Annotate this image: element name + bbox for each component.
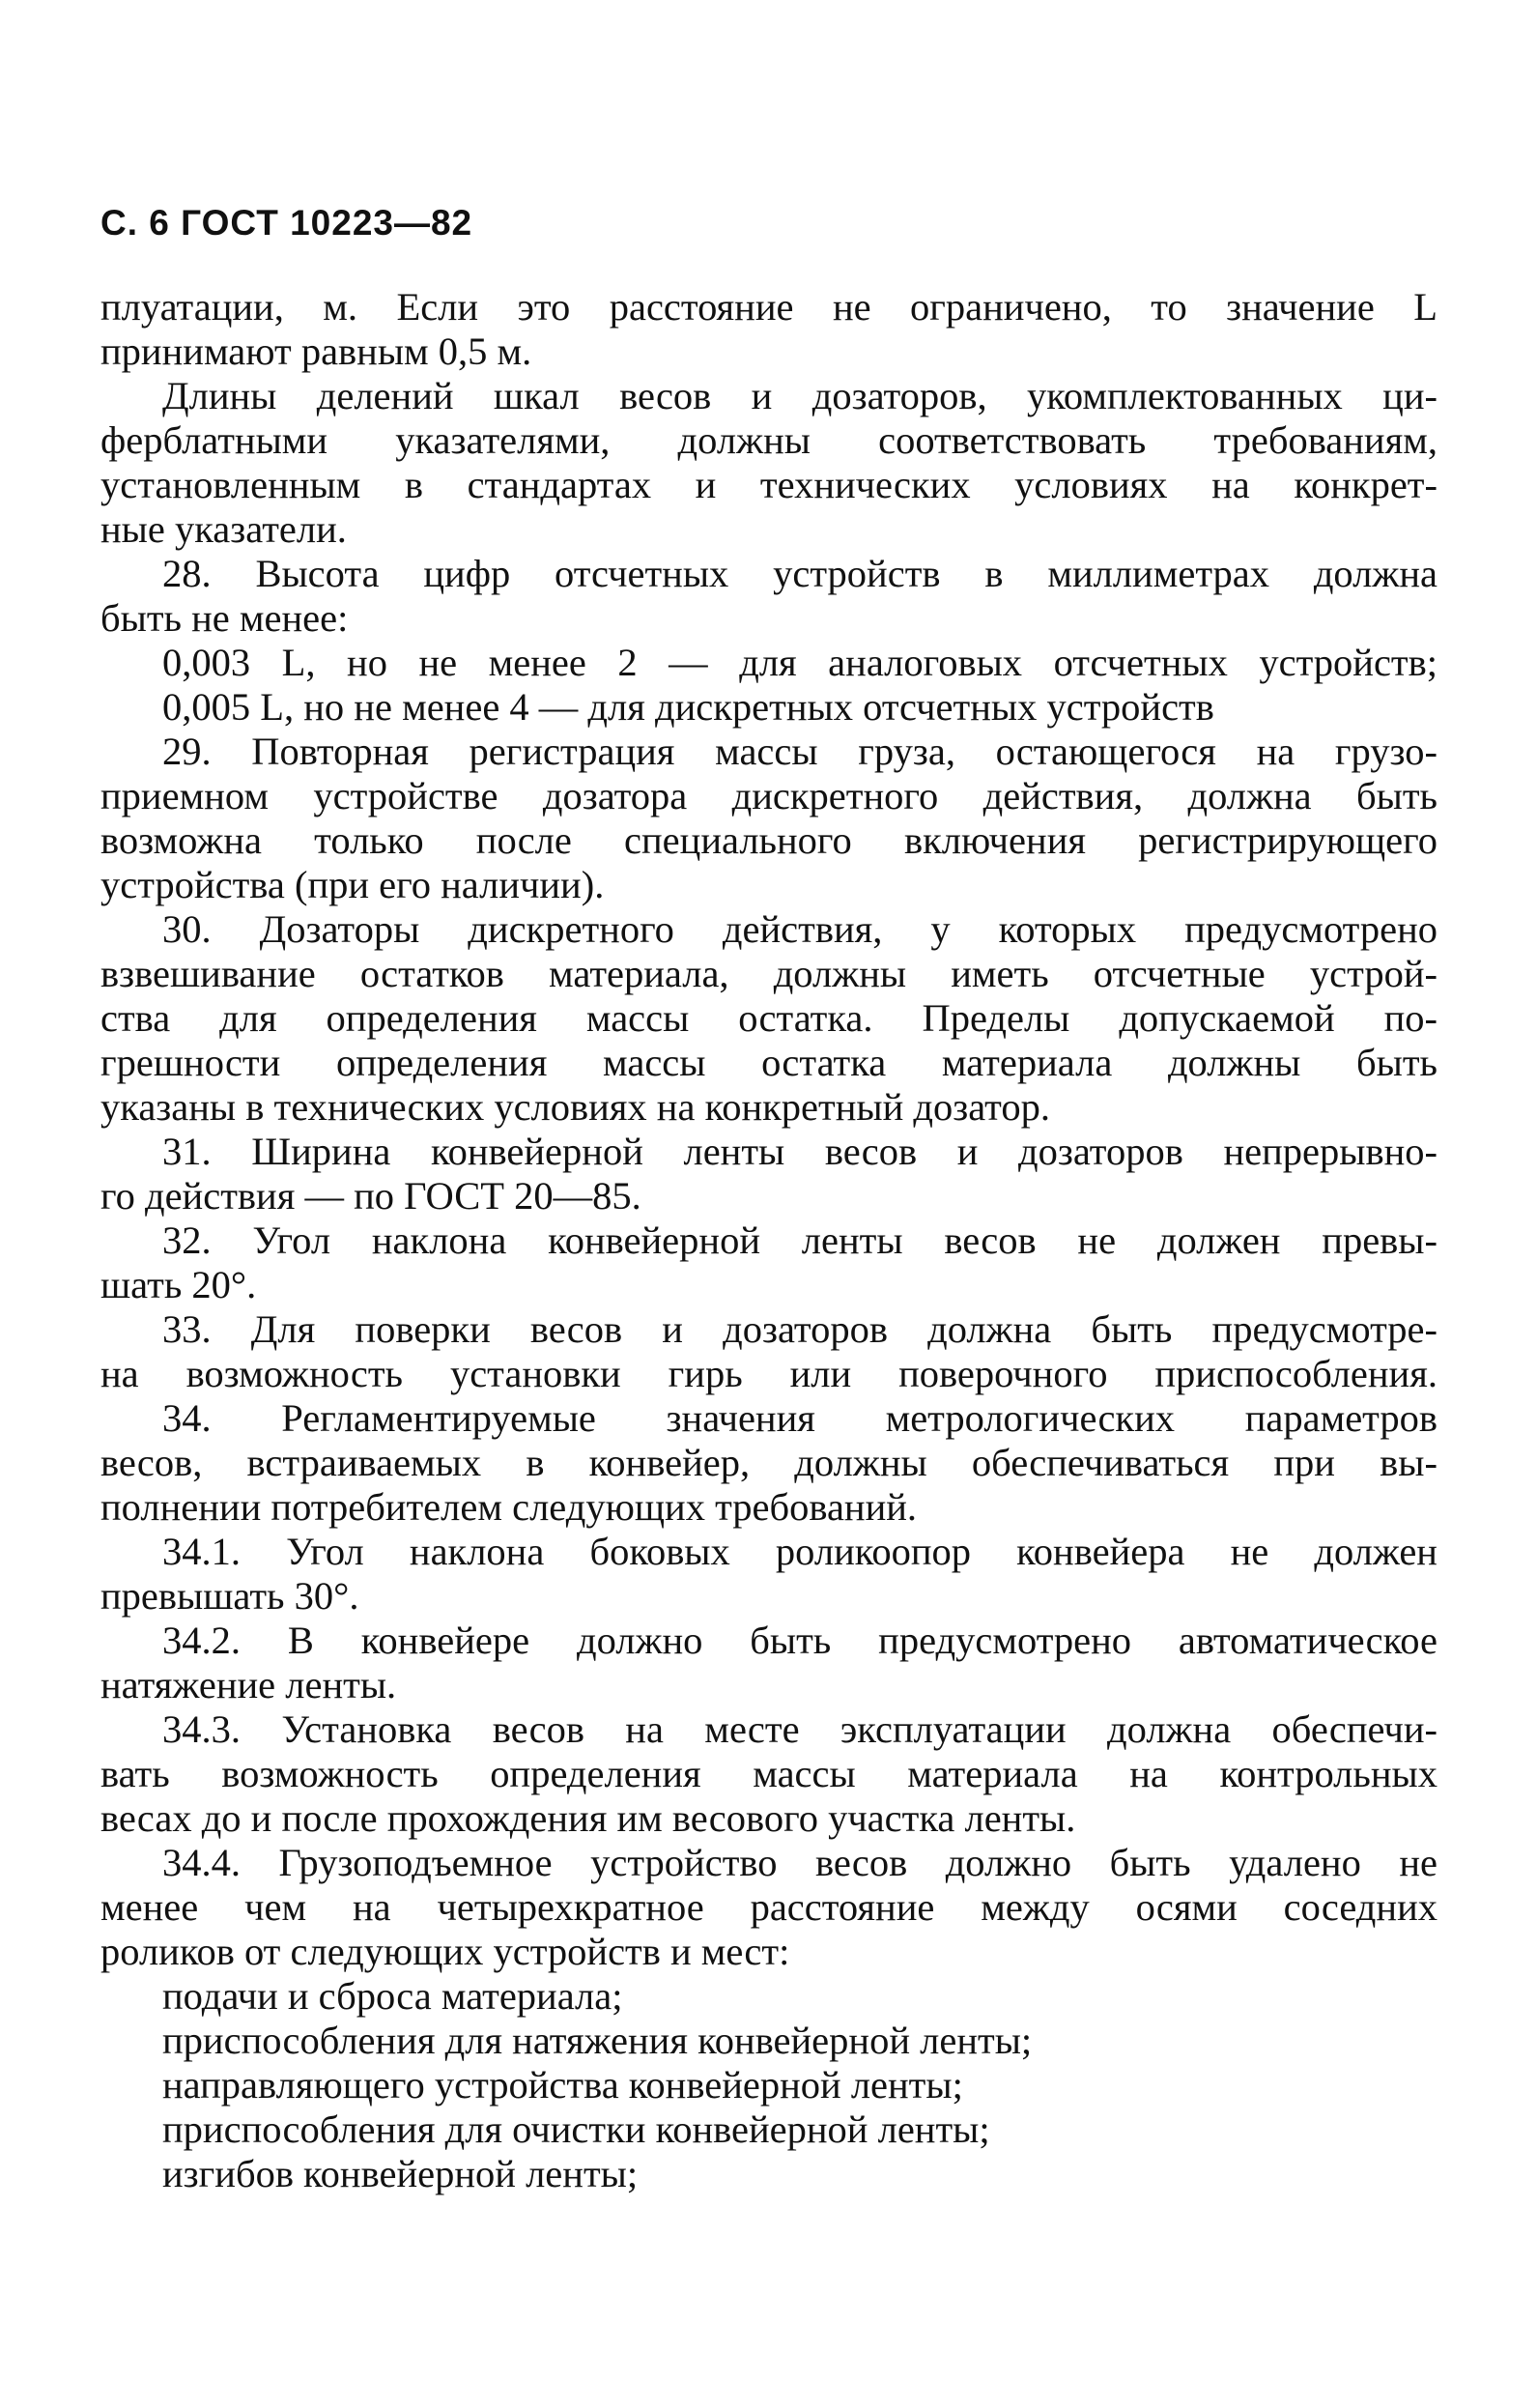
text-line: Длины делений шкал весов и дозаторов, укомплектованных ци- [162,374,1437,417]
text-line: го действия — по ГОСТ 20—85. [100,1174,641,1218]
text-line: превышать 30°. [100,1574,359,1618]
text-line: вать возможность определения массы материала на контрольных [100,1752,1437,1795]
text-line: взвешивание остатков материала, должны иметь отсчетные устрой- [100,952,1437,995]
text-line: приспособления для натяжения конвейерной ленты; [162,2019,1033,2062]
page-header: С. 6 ГОСТ 10223—82 [100,203,473,243]
text-line: изгибов конвейерной ленты; [162,2152,639,2195]
text-line: ные указатели. [100,507,347,551]
text-line: приспособления для очистки конвейерной ленты; [162,2107,990,2151]
text-line: приемном устройстве дозатора дискретного действия, должна быть [100,774,1437,817]
text-line: указаны в технических условиях на конкретный дозатор. [100,1085,1050,1129]
text-line: 31. Ширина конвейерной ленты весов и дозаторов непрерывно- [162,1130,1437,1173]
text-line: подачи и сброса материала; [162,1974,623,2018]
text-line: 30. Дозаторы дискретного действия, у которых предусмотрено [162,907,1437,951]
text-line: направляющего устройства конвейерной ленты; [162,2063,963,2107]
text-line: возможна только после специального включения регистрирующего [100,818,1437,862]
text-line: 34.1. Угол наклона боковых роликоопор конвейера не должен [162,1530,1437,1573]
text-line: шать 20°. [100,1263,257,1306]
text-line: весах до и после прохождения им весового участка ленты. [100,1796,1076,1840]
text-line: 28. Высота цифр отсчетных устройств в миллиметрах должна [162,552,1437,595]
text-line: устройства (при его наличии). [100,863,605,906]
text-line: 0,003 L, но не менее 2 — для аналоговых отсчетных устройств; [162,641,1437,684]
text-line: 34.4. Грузоподъемное устройство весов должно быть удалено не [162,1841,1437,1884]
text-line: ства для определения массы остатка. Пределы допускаемой по- [100,996,1437,1040]
text-line: 34.3. Установка весов на месте эксплуатации должна обеспечи- [162,1707,1437,1751]
text-line: 34.2. В конвейере должно быть предусмотрено автоматическое [162,1619,1437,1662]
text-line: 34. Регламентируемые значения метрологических параметров [162,1396,1437,1440]
text-line: менее чем на четырехкратное расстояние между осями соседних [100,1885,1437,1929]
text-line: принимают равным 0,5 м. [100,330,532,373]
text-line: на возможность установки гирь или поверочного приспособления. [100,1352,1437,1395]
text-line: 29. Повторная регистрация массы груза, остающегося на грузо- [162,730,1437,773]
text-line: весов, встраиваемых в конвейер, должны обеспечиваться при вы- [100,1441,1437,1484]
text-line: грешности определения массы остатка материала должны быть [100,1041,1437,1084]
text-line: 0,005 L, но не менее 4 — для дискретных отсчетных устройств [162,685,1214,729]
text-line: 33. Для поверки весов и дозаторов должна быть предусмотре- [162,1307,1437,1351]
text-line: установленным в стандартах и технических условиях на конкрет- [100,463,1437,506]
text-line: плуатации, м. Если это расстояние не ограничено, то значение L [100,285,1437,329]
text-line: натяжение ленты. [100,1663,397,1706]
text-line: роликов от следующих устройств и мест: [100,1930,790,1973]
text-line: полнении потребителем следующих требований. [100,1485,918,1529]
text-line: ферблатными указателями, должны соответствовать требованиям, [100,418,1437,462]
text-line: 32. Угол наклона конвейерной ленты весов не должен превы- [162,1218,1437,1262]
text-line: быть не менее: [100,596,349,640]
